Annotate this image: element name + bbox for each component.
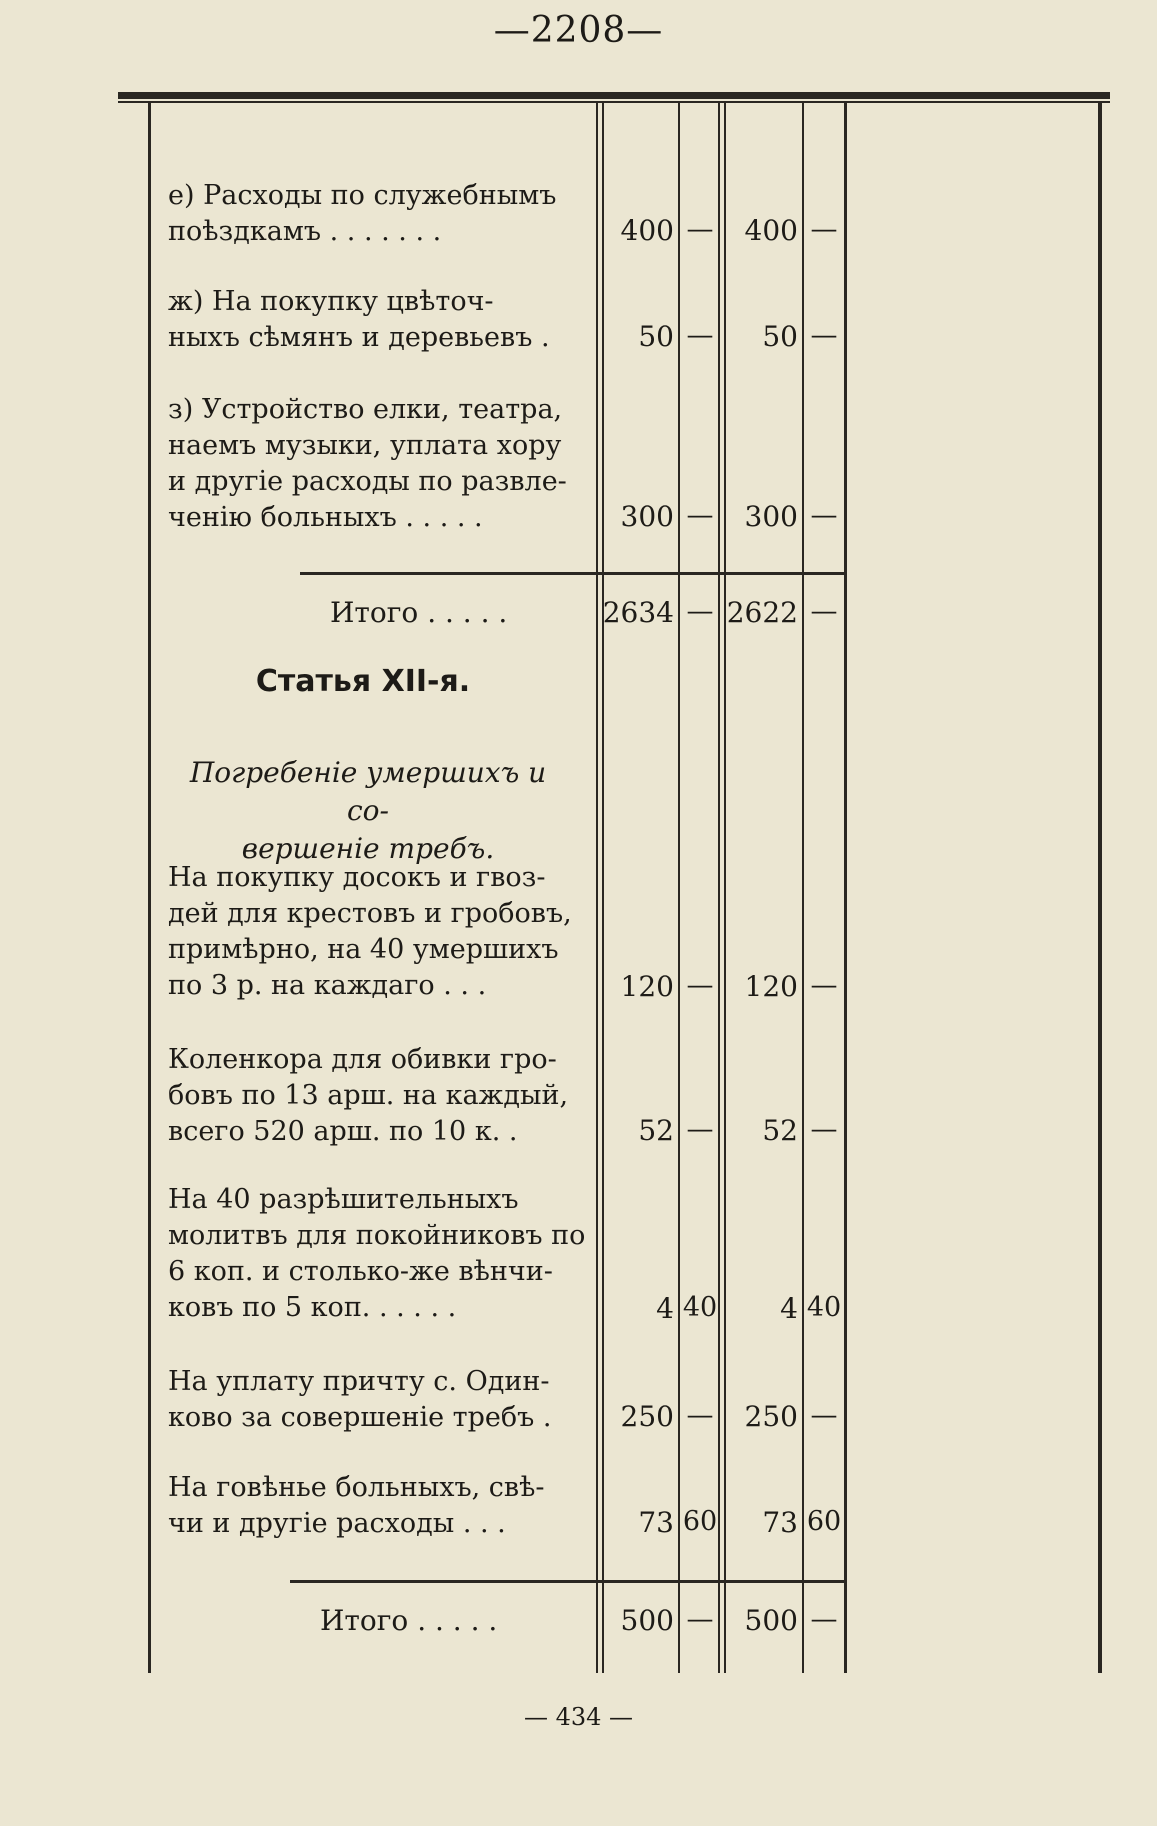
amount-rub-1: 4 <box>656 1292 674 1325</box>
amount-rub-2: 50 <box>762 320 798 353</box>
amount-kop-1: — <box>686 1114 714 1145</box>
row-description <box>168 860 578 1004</box>
page-number-header: —2208— <box>493 10 664 51</box>
row-description <box>168 178 578 250</box>
row-line: е) Расходы по служебнымъ <box>168 180 557 211</box>
amount-rub-1: 52 <box>638 1114 674 1147</box>
row-description <box>168 1182 586 1326</box>
top-rule-thin <box>118 101 1110 103</box>
amount-rub-2: 300 <box>744 500 798 533</box>
amount-kop-2: — <box>810 320 838 351</box>
total-rub-1: 2634 <box>602 596 674 629</box>
column-line-desc-double <box>602 103 604 1673</box>
amount-kop-2: 40 <box>806 1292 842 1323</box>
amount-kop-1: 60 <box>682 1506 718 1537</box>
row-line: дей для крестовъ и гробовъ, <box>168 898 572 929</box>
total-rule-1 <box>300 572 845 575</box>
amount-kop-2: — <box>810 970 838 1001</box>
article-subtitle <box>168 754 568 868</box>
row-line: поѣздкамъ . . . . . . . <box>168 216 442 247</box>
amount-rub-2: 120 <box>744 970 798 1003</box>
total-rub-2: 2622 <box>726 596 798 629</box>
total-kop-2: — <box>810 1604 838 1635</box>
total-kop-2: — <box>810 596 838 627</box>
row-line: чи и другіе расходы . . . <box>168 1508 506 1539</box>
amount-kop-1: — <box>686 320 714 351</box>
amount-rub-1: 400 <box>620 214 674 247</box>
row-line: молитвъ для покойниковъ по <box>168 1220 586 1251</box>
row-line: ныхъ сѣмянъ и деревьевъ . <box>168 322 550 353</box>
amount-rub-2: 73 <box>762 1506 798 1539</box>
amount-kop-2: — <box>810 214 838 245</box>
row-line: На покупку досокъ и гвоз- <box>168 862 546 893</box>
row-line: ковъ по 5 коп. . . . . . <box>168 1292 457 1323</box>
row-line: На уплату причту с. Один- <box>168 1366 550 1397</box>
column-line-kop1-double <box>724 103 726 1673</box>
row-line: На говѣнье больныхъ, свѣ- <box>168 1472 545 1503</box>
amount-rub-1: 300 <box>620 500 674 533</box>
amount-kop-2: — <box>810 1400 838 1431</box>
amount-rub-2: 52 <box>762 1114 798 1147</box>
total-rule-2 <box>290 1580 845 1583</box>
amount-kop-2: 60 <box>806 1506 842 1537</box>
row-line: ково за совершеніе требъ . <box>168 1402 552 1433</box>
row-line: 6 коп. и столько-же вѣнчи- <box>168 1256 553 1287</box>
total-rub-1: 500 <box>620 1604 674 1637</box>
total-rub-2: 500 <box>744 1604 798 1637</box>
total-label: Итого . . . . . <box>330 596 508 629</box>
column-line-desc <box>596 103 598 1673</box>
row-line: и другіе расходы по развле- <box>168 466 567 497</box>
amount-kop-1: — <box>686 1400 714 1431</box>
article-title: Статья XII-я. <box>255 664 471 699</box>
amount-rub-1: 250 <box>620 1400 674 1433</box>
row-description <box>168 1364 578 1436</box>
amount-rub-2: 400 <box>744 214 798 247</box>
amount-rub-1: 73 <box>638 1506 674 1539</box>
amount-kop-1: — <box>686 970 714 1001</box>
row-line: всего 520 арш. по 10 к. . <box>168 1116 518 1147</box>
subtitle-line: Погребеніе умершихъ и со- <box>189 756 547 827</box>
amount-rub-1: 50 <box>638 320 674 353</box>
page-number-footer: — 434 — <box>523 1703 634 1731</box>
amount-rub-2: 4 <box>780 1292 798 1325</box>
row-line: наемъ музыки, уплата хору <box>168 430 562 461</box>
amount-kop-1: — <box>686 214 714 245</box>
row-description <box>168 1470 578 1542</box>
row-line: по 3 р. на каждаго . . . <box>168 970 487 1001</box>
row-line: з) Устройство елки, театра, <box>168 394 563 425</box>
total-kop-1: — <box>686 1604 714 1635</box>
row-line: бовъ по 13 арш. на каждый, <box>168 1080 569 1111</box>
amount-rub-1: 120 <box>620 970 674 1003</box>
row-description <box>168 392 578 536</box>
amount-kop-2: — <box>810 1114 838 1145</box>
amount-rub-2: 250 <box>744 1400 798 1433</box>
amount-kop-1: — <box>686 500 714 531</box>
left-border-line <box>148 103 151 1673</box>
row-line: Коленкора для обивки гро- <box>168 1044 557 1075</box>
amount-kop-2: — <box>810 500 838 531</box>
row-line: примѣрно, на 40 умершихъ <box>168 934 559 965</box>
row-line: ченію больныхъ . . . . . <box>168 502 483 533</box>
top-rule-thick <box>118 92 1110 99</box>
right-border-line <box>1098 103 1102 1673</box>
row-description <box>168 1042 578 1150</box>
subtitle-line: вершеніе требъ. <box>241 832 495 865</box>
row-line: ж) На покупку цвѣточ- <box>168 286 494 317</box>
amount-kop-1: 40 <box>682 1292 718 1323</box>
row-description <box>168 284 578 356</box>
total-label: Итого . . . . . <box>320 1604 498 1637</box>
total-kop-1: — <box>686 596 714 627</box>
row-line: На 40 разрѣшительныхъ <box>168 1184 519 1215</box>
